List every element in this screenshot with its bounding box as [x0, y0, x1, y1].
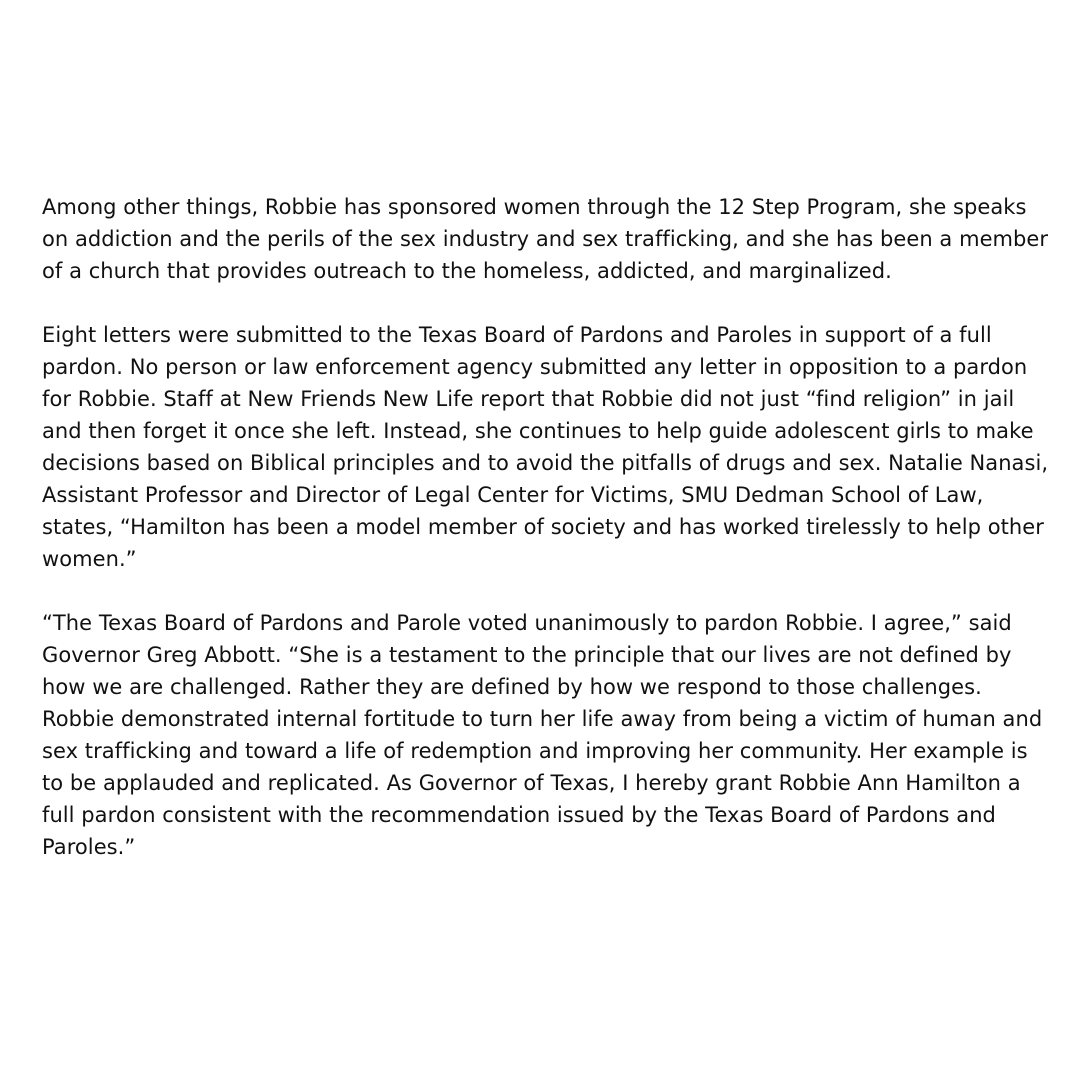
paragraph-governor-quote: “The Texas Board of Pardons and Parole voted unanimously to pardon Robbie. I agree,” said Governor Greg Abbott. “She is a testament to the principle that our lives are not defined by how we are challenged. Rather they are defined by how we respond to those challenges. Robbie demonstrated internal fortitude to turn her life away from being a victim of human and sex trafficking and toward a life of redemption and improving her community. Her example is to be applauded and replicated. As Governor of Texas, I hereby grant Robbie Ann Hamilton a full pardon consistent with the recommendation issued by the Texas Board of Pardons and Paroles.” — [42, 611, 1043, 859]
paragraph-outreach: Among other things, Robbie has sponsored women through the 12 Step Program, she speaks on addiction and the perils of the sex industry and sex trafficking, and she has been a member of a church that provides outreach to the homeless, addicted, and marginalized. — [42, 195, 1049, 283]
paragraph-letters: Eight letters were submitted to the Texas Board of Pardons and Paroles in support of a full pardon. No person or law enforcement agency submitted any letter in opposition to a pardon for Robbie. Staff at New Friends New Life report that Robbie did not just “find religion” in jail and then forget it once she left. Instead, she continues to help guide adolescent girls to make decisions based on Biblical principles and to avoid the pitfalls of drugs and sex. Natalie Nanasi, Assistant Professor and Director of Legal Center for Victims, SMU Dedman School of Law, states, “Hamilton has been a model member of society and has worked tirelessly to help other women.” — [42, 323, 1049, 571]
document-body — [42, 191, 1052, 863]
